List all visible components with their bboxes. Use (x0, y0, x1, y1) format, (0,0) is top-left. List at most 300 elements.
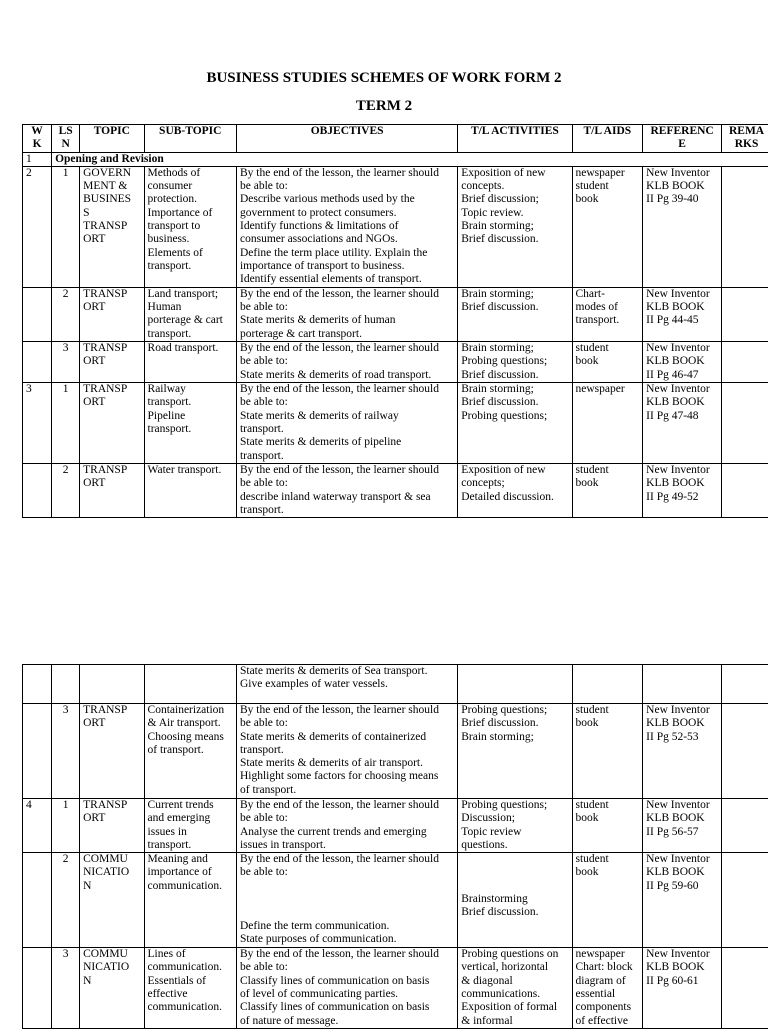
reference-cell (643, 383, 722, 464)
activities-cell (458, 383, 572, 464)
activities-line: Brain storming; (461, 342, 568, 355)
topic-line: S (83, 207, 140, 220)
remarks-cell (722, 799, 768, 853)
subtopic-line: communication. (148, 961, 233, 974)
week-cell (23, 853, 52, 948)
objectives-line: of transport. (240, 784, 454, 797)
objectives-cell (236, 704, 457, 799)
objectives-line: State merits & demerits of containerized (240, 731, 454, 744)
topic-line: NICATIO (83, 866, 140, 879)
reference-cell (643, 853, 722, 948)
objectives-line: Classify lines of communication on basis (240, 1001, 454, 1014)
table-row (23, 287, 768, 341)
topic-line: COMMU (83, 853, 140, 866)
topic-line: ORT (83, 812, 140, 825)
activities-line (461, 880, 568, 893)
subtopic-line: Road transport. (148, 342, 233, 355)
aids-line: student (576, 342, 640, 355)
objectives-line: be able to: (240, 812, 454, 825)
aids-line: book (576, 477, 640, 490)
activities-line: Brain storming; (461, 383, 568, 396)
reference-cell (643, 799, 722, 853)
objectives-line: porterage & cart transport. (240, 328, 454, 341)
objectives-line: State merits & demerits of railway (240, 410, 454, 423)
activities-line: Probing questions on (461, 948, 568, 961)
table-row (23, 799, 768, 853)
objectives-line: By the end of the lesson, the learner should (240, 948, 454, 961)
opening-text: Opening and Revision (52, 152, 768, 166)
activities-line (461, 866, 568, 879)
header-aids: T/L AIDS (572, 125, 643, 153)
aids-line: student (576, 799, 640, 812)
reference-line: II Pg 44-45 (646, 314, 718, 327)
subtopic-line: transport to (148, 220, 233, 233)
activities-line: Exposition of new (461, 464, 568, 477)
topic-line: N (83, 975, 140, 988)
objectives-line (240, 880, 454, 893)
subtopic-line: Lines of (148, 948, 233, 961)
objectives-line: importance of transport to business. (240, 260, 454, 273)
week-cell (23, 948, 52, 1029)
remarks-cell (722, 464, 768, 518)
aids-line: Chart- (576, 288, 640, 301)
objectives-line: By the end of the lesson, the learner should (240, 288, 454, 301)
reference-cell (643, 287, 722, 341)
topic-line: COMMU (83, 948, 140, 961)
objectives-line: By the end of the lesson, the learner should (240, 704, 454, 717)
objectives-line: State merits & demerits of Sea transport. (240, 665, 454, 678)
objectives-line: transport. (240, 504, 454, 517)
week-cell (23, 665, 52, 704)
subtopic-line: Railway (148, 383, 233, 396)
lesson-cell: 2 (52, 287, 80, 341)
lesson-cell (52, 665, 80, 704)
topic-line: TRANSP (83, 464, 140, 477)
objectives-line: be able to: (240, 396, 454, 409)
header-objectives: OBJECTIVES (236, 125, 457, 153)
reference-line: KLB BOOK (646, 355, 718, 368)
topic-line: TRANSP (83, 220, 140, 233)
subtopic-cell (144, 853, 236, 948)
topic-line: ORT (83, 396, 140, 409)
subtopic-line: business. (148, 233, 233, 246)
reference-line: II Pg 59-60 (646, 880, 718, 893)
activities-line: Detailed discussion. (461, 491, 568, 504)
objectives-cell (236, 287, 457, 341)
objectives-line: By the end of the lesson, the learner should (240, 799, 454, 812)
aids-line: transport. (576, 314, 640, 327)
activities-cell (458, 287, 572, 341)
activities-line: Brain storming; (461, 288, 568, 301)
objectives-cell (236, 166, 457, 287)
objectives-line (240, 893, 454, 906)
reference-cell (643, 665, 722, 704)
subtopic-cell (144, 166, 236, 287)
aids-cell (572, 464, 643, 518)
objectives-line: transport. (240, 744, 454, 757)
activities-line: Brain storming; (461, 731, 568, 744)
subtopic-line: Human (148, 301, 233, 314)
lesson-cell: 3 (52, 948, 80, 1029)
subtopic-line: Elements of (148, 247, 233, 260)
activities-line: communications. (461, 988, 568, 1001)
objectives-line: Give examples of water vessels. (240, 678, 454, 691)
reference-line: II Pg 56-57 (646, 826, 718, 839)
subtopic-cell (144, 287, 236, 341)
lesson-cell: 3 (52, 342, 80, 383)
objectives-line: Classify lines of communication on basis (240, 975, 454, 988)
subtopic-line: effective (148, 988, 233, 1001)
activities-cell (458, 799, 572, 853)
objectives-line: State merits & demerits of air transport. (240, 757, 454, 770)
activities-line (461, 853, 568, 866)
reference-line: New Inventor (646, 288, 718, 301)
activities-line: concepts. (461, 180, 568, 193)
objectives-line: Analyse the current trends and emerging (240, 826, 454, 839)
subtopic-line: issues in (148, 826, 233, 839)
activities-line: Brain storming; (461, 220, 568, 233)
header-remarks: REMA RKS (722, 125, 768, 153)
topic-cell (80, 704, 144, 799)
activities-line: Brainstorming (461, 893, 568, 906)
activities-line: Brief discussion. (461, 301, 568, 314)
aids-cell (572, 948, 643, 1029)
objectives-line: By the end of the lesson, the learner should (240, 342, 454, 355)
objectives-line: be able to: (240, 866, 454, 879)
topic-line: ORT (83, 477, 140, 490)
objectives-line: be able to: (240, 355, 454, 368)
activities-line: Discussion; (461, 812, 568, 825)
opening-row (23, 152, 768, 166)
subtopic-line: Containerization (148, 704, 233, 717)
topic-line: ORT (83, 355, 140, 368)
activities-line: Brief discussion. (461, 906, 568, 919)
topic-line: TRANSP (83, 288, 140, 301)
week-cell (23, 464, 52, 518)
reference-line: II Pg 39-40 (646, 193, 718, 206)
lesson-cell: 3 (52, 704, 80, 799)
aids-cell (572, 799, 643, 853)
activities-line: Topic review. (461, 207, 568, 220)
subtopic-cell (144, 342, 236, 383)
objectives-line: Define the term place utility. Explain the (240, 247, 454, 260)
scheme-table-page2 (22, 664, 768, 1029)
subtopic-line: and emerging (148, 812, 233, 825)
scheme-table-page1 (22, 124, 768, 518)
topic-cell (80, 948, 144, 1029)
objectives-cell (236, 799, 457, 853)
reference-line: New Inventor (646, 342, 718, 355)
objectives-line: Identify essential elements of transport. (240, 273, 454, 286)
subtopic-line: & Air transport. (148, 717, 233, 730)
objectives-line: By the end of the lesson, the learner should (240, 853, 454, 866)
subtopic-cell (144, 383, 236, 464)
activities-line: vertical, horizontal (461, 961, 568, 974)
aids-line: diagram of (576, 975, 640, 988)
subtopic-cell (144, 799, 236, 853)
table-row (23, 948, 768, 1029)
topic-line: TRANSP (83, 383, 140, 396)
aids-line: Chart: block (576, 961, 640, 974)
reference-line: KLB BOOK (646, 961, 718, 974)
reference-cell (643, 464, 722, 518)
topic-line: TRANSP (83, 799, 140, 812)
reference-line: KLB BOOK (646, 180, 718, 193)
header-wk: W K (23, 125, 52, 153)
reference-line: New Inventor (646, 383, 718, 396)
reference-line: KLB BOOK (646, 396, 718, 409)
header-row (23, 125, 768, 153)
aids-line: book (576, 717, 640, 730)
aids-line: book (576, 812, 640, 825)
objectives-line: of nature of message. (240, 1015, 454, 1028)
subtopic-cell (144, 464, 236, 518)
subtopic-line: Methods of (148, 167, 233, 180)
activities-cell (458, 853, 572, 948)
activities-line: Topic review (461, 826, 568, 839)
aids-line: book (576, 866, 640, 879)
activities-line: Brief discussion. (461, 369, 568, 382)
reference-line: KLB BOOK (646, 717, 718, 730)
subtopic-line: Pipeline (148, 410, 233, 423)
objectives-cell (236, 853, 457, 948)
objectives-line: Identify functions & limitations of (240, 220, 454, 233)
activities-cell (458, 948, 572, 1029)
reference-line: II Pg 47-48 (646, 410, 718, 423)
activities-line: Brief discussion; (461, 193, 568, 206)
lesson-cell: 1 (52, 799, 80, 853)
activities-line: questions. (461, 839, 568, 852)
reference-cell (643, 342, 722, 383)
subtopic-line: Meaning and (148, 853, 233, 866)
activities-line: Probing questions; (461, 704, 568, 717)
subtopic-line: transport. (148, 328, 233, 341)
objectives-line: State merits & demerits of road transport. (240, 369, 454, 382)
table-row (23, 665, 768, 704)
activities-line: Probing questions; (461, 410, 568, 423)
objectives-cell (236, 948, 457, 1029)
reference-line: New Inventor (646, 799, 718, 812)
reference-line: II Pg 60-61 (646, 975, 718, 988)
header-topic: TOPIC (80, 125, 144, 153)
aids-line: student (576, 464, 640, 477)
subtopic-line: protection. (148, 193, 233, 206)
subtopic-line: transport. (148, 260, 233, 273)
table-row (23, 383, 768, 464)
activities-line: Brief discussion. (461, 396, 568, 409)
topic-cell (80, 342, 144, 383)
remarks-cell (722, 287, 768, 341)
objectives-line: Define the term communication. (240, 920, 454, 933)
reference-line: KLB BOOK (646, 866, 718, 879)
topic-line: ORT (83, 717, 140, 730)
objectives-cell (236, 464, 457, 518)
reference-line: New Inventor (646, 948, 718, 961)
objectives-line: government to protect consumers. (240, 207, 454, 220)
subtopic-line: importance of (148, 866, 233, 879)
remarks-cell (722, 342, 768, 383)
week-cell (23, 287, 52, 341)
topic-line: ORT (83, 301, 140, 314)
topic-line: GOVERN (83, 167, 140, 180)
reference-line: II Pg 52-53 (646, 731, 718, 744)
header-activities: T/L ACTIVITIES (458, 125, 572, 153)
aids-line: newspaper (576, 167, 640, 180)
objectives-line: be able to: (240, 477, 454, 490)
aids-line: student (576, 180, 640, 193)
subtopic-cell (144, 704, 236, 799)
aids-line: of effective (576, 1015, 640, 1028)
reference-line: New Inventor (646, 167, 718, 180)
objectives-line: be able to: (240, 961, 454, 974)
subtopic-line: Essentials of (148, 975, 233, 988)
objectives-line: By the end of the lesson, the learner should (240, 383, 454, 396)
topic-cell (80, 166, 144, 287)
aids-line: student (576, 704, 640, 717)
objectives-line: State purposes of communication. (240, 933, 454, 946)
subtopic-line: Land transport; (148, 288, 233, 301)
activities-line: Brief discussion. (461, 717, 568, 730)
objectives-cell (236, 383, 457, 464)
objectives-line: describe inland waterway transport & sea (240, 491, 454, 504)
remarks-cell (722, 166, 768, 287)
subtopic-line: consumer (148, 180, 233, 193)
topic-line: BUSINES (83, 193, 140, 206)
aids-cell (572, 287, 643, 341)
header-subtopic: SUB-TOPIC (144, 125, 236, 153)
activities-cell (458, 704, 572, 799)
subtopic-line: transport. (148, 423, 233, 436)
subtopic-line: Water transport. (148, 464, 233, 477)
aids-cell (572, 853, 643, 948)
topic-line: N (83, 880, 140, 893)
topic-cell (80, 665, 144, 704)
remarks-cell (722, 853, 768, 948)
topic-cell (80, 799, 144, 853)
remarks-cell (722, 665, 768, 704)
aids-cell (572, 342, 643, 383)
aids-cell (572, 704, 643, 799)
activities-line: Exposition of new (461, 167, 568, 180)
objectives-line: issues in transport. (240, 839, 454, 852)
reference-line: KLB BOOK (646, 301, 718, 314)
reference-line: II Pg 49-52 (646, 491, 718, 504)
objectives-line: transport. (240, 423, 454, 436)
objectives-line: By the end of the lesson, the learner should (240, 464, 454, 477)
activities-cell (458, 464, 572, 518)
activities-cell (458, 342, 572, 383)
topic-cell (80, 383, 144, 464)
subtopic-line: transport. (148, 839, 233, 852)
week-cell: 3 (23, 383, 52, 464)
week-cell: 4 (23, 799, 52, 853)
topic-line: NICATIO (83, 961, 140, 974)
aids-cell (572, 166, 643, 287)
aids-line: essential (576, 988, 640, 1001)
aids-line: newspaper (576, 383, 640, 396)
activities-cell (458, 665, 572, 704)
reference-line: KLB BOOK (646, 812, 718, 825)
subtopic-line: communication. (148, 880, 233, 893)
subtopic-line: porterage & cart (148, 314, 233, 327)
objectives-line: State merits & demerits of pipeline (240, 436, 454, 449)
table-row (23, 704, 768, 799)
aids-cell (572, 665, 643, 704)
activities-line: Probing questions; (461, 355, 568, 368)
table-row (23, 342, 768, 383)
objectives-line: By the end of the lesson, the learner should (240, 167, 454, 180)
term-heading: TERM 2 (0, 98, 768, 115)
aids-line: modes of (576, 301, 640, 314)
subtopic-line: of transport. (148, 744, 233, 757)
reference-cell (643, 166, 722, 287)
objectives-line: be able to: (240, 180, 454, 193)
lesson-cell: 2 (52, 853, 80, 948)
document-title: BUSINESS STUDIES SCHEMES OF WORK FORM 2 (0, 70, 768, 87)
lesson-cell: 2 (52, 464, 80, 518)
activities-line: Brief discussion. (461, 233, 568, 246)
remarks-cell (722, 948, 768, 1029)
subtopic-cell (144, 948, 236, 1029)
week-cell (23, 704, 52, 799)
topic-cell (80, 464, 144, 518)
topic-line: MENT & (83, 180, 140, 193)
objectives-line: consumer associations and NGOs. (240, 233, 454, 246)
aids-line: book (576, 355, 640, 368)
aids-line: student (576, 853, 640, 866)
subtopic-line: Choosing means (148, 731, 233, 744)
remarks-cell (722, 704, 768, 799)
aids-line: components (576, 1001, 640, 1014)
table-row (23, 464, 768, 518)
reference-line: New Inventor (646, 853, 718, 866)
topic-line: ORT (83, 233, 140, 246)
aids-cell (572, 383, 643, 464)
activities-line: & informal (461, 1015, 568, 1028)
topic-cell (80, 287, 144, 341)
topic-cell (80, 853, 144, 948)
activities-line: Exposition of formal (461, 1001, 568, 1014)
objectives-line: of level of communicating parties. (240, 988, 454, 1001)
reference-line: II Pg 46-47 (646, 369, 718, 382)
objectives-line: be able to: (240, 717, 454, 730)
objectives-line: transport. (240, 450, 454, 463)
activities-cell (458, 166, 572, 287)
reference-line: New Inventor (646, 704, 718, 717)
activities-line: Probing questions; (461, 799, 568, 812)
week-cell: 2 (23, 166, 52, 287)
reference-line: New Inventor (646, 464, 718, 477)
aids-line: book (576, 193, 640, 206)
table-row (23, 853, 768, 948)
objectives-line: State merits & demerits of human (240, 314, 454, 327)
week-cell (23, 342, 52, 383)
objectives-line: Highlight some factors for choosing means (240, 770, 454, 783)
reference-cell (643, 948, 722, 1029)
opening-week: 1 (23, 152, 52, 166)
objectives-line: be able to: (240, 301, 454, 314)
reference-line: KLB BOOK (646, 477, 718, 490)
topic-line: TRANSP (83, 704, 140, 717)
subtopic-line: Current trends (148, 799, 233, 812)
subtopic-line: transport. (148, 396, 233, 409)
aids-line: newspaper (576, 948, 640, 961)
lesson-cell: 1 (52, 383, 80, 464)
objectives-line (240, 906, 454, 919)
activities-line: & diagonal (461, 975, 568, 988)
topic-line: TRANSP (83, 342, 140, 355)
objectives-cell (236, 342, 457, 383)
